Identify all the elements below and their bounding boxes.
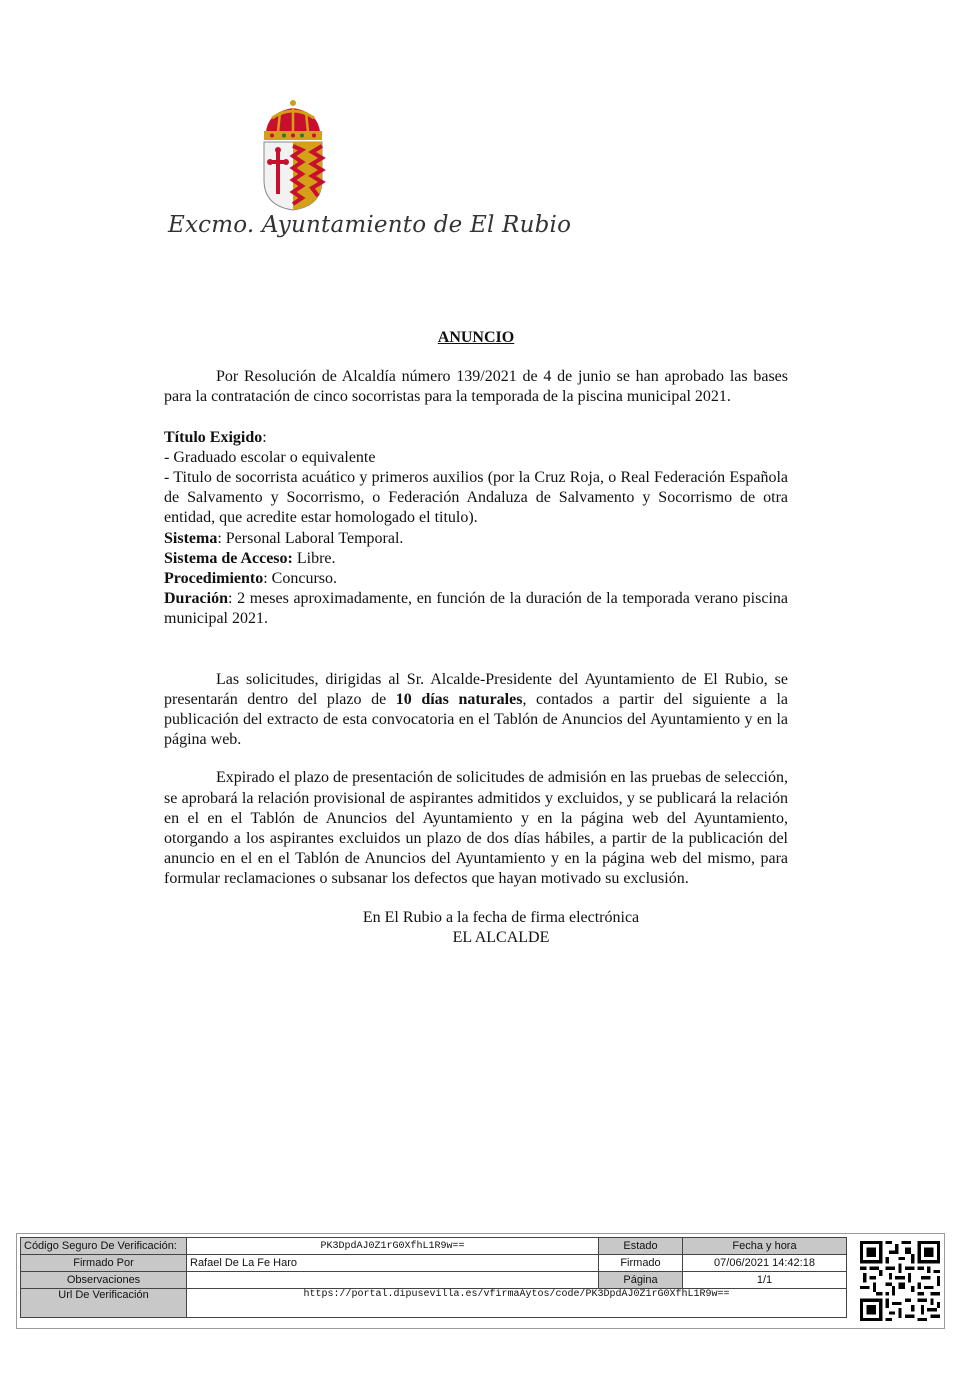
duracion-value: : 2 meses aproximadamente, en función de la duración de la temporada verano piscina municipal 2021. (164, 590, 788, 628)
signature-verification-box (16, 1233, 945, 1329)
titulo-label: Título Exigido (164, 428, 263, 446)
titulo-item-1: - Graduado escolar o equivalente (164, 448, 376, 466)
estado-label: Estado (599, 1238, 683, 1255)
pagina-value: 1/1 (683, 1272, 847, 1289)
sistema-line (164, 529, 788, 549)
closing-signatory: EL ALCALDE (452, 928, 550, 946)
acceso-line (164, 549, 788, 569)
solicitudes-text-a: Las solicitudes, dirigidas al Sr. Alcalde-Presidente del Ayuntamiento de El Rubio, se presentarán dentro del plazo de (164, 670, 788, 708)
municipality-name: Excmo. Ayuntamiento de El Rubio (168, 212, 572, 238)
intro-paragraph: Por Resolución de Alcaldía número 139/2021 de 4 de junio se han aprobado las bases para la contratación de cinco socorristas para la temporada de la piscina municipal 2021. (164, 368, 788, 406)
document-body (164, 328, 788, 948)
firmado-por-value: Rafael De La Fe Haro (187, 1255, 599, 1272)
observaciones-value (187, 1272, 599, 1289)
url-value[interactable]: https://portal.dipusevilla.es/vfirmaAytos/code/PK3DpdAJ0Z1rG0XfhL1R9w== (187, 1289, 847, 1318)
duracion-line (164, 589, 788, 629)
signature-table (20, 1237, 847, 1318)
fecha-label: Fecha y hora (683, 1238, 847, 1255)
acceso-label: Sistema de Acceso: (164, 549, 293, 567)
sistema-value: : Personal Laboral Temporal. (217, 529, 404, 547)
estado-value: Firmado (599, 1255, 683, 1272)
sistema-label: Sistema (164, 529, 218, 547)
solicitudes-deadline: 10 días naturales (395, 690, 523, 708)
observaciones-label: Observaciones (21, 1272, 187, 1289)
qr-code-icon (860, 1241, 940, 1321)
firmado-por-label: Firmado Por (21, 1255, 187, 1272)
solicitudes-paragraph (164, 670, 788, 751)
expirado-paragraph: Expirado el plazo de presentación de solicitudes de admisión en las pruebas de selección, se aprobará la relación provisional de aspirantes admitidos y excluidos, y se publicará la relación en el en el Tablón de Anuncios del Ayuntamiento y en la página web del Ayuntamiento, otorgando a los aspirantes excluidos un plazo de dos días hábiles, a partir de la publicación del anuncio en el en el Tablón de Anuncios del Ayuntamiento y en la página web del mismo, para formular reclamaciones o subsanar los defectos que hayan motivado su exclusión. (164, 769, 788, 888)
pagina-label: Página (599, 1272, 683, 1289)
titulo-item-2: - Titulo de socorrista acuático y primeros auxilios (por la Cruz Roja, o Real Federación Española de Salvamento y Socorrismo, o Federación Andaluza de Salvamento y Socorrismo de otra entidad, que acredite estar homologado el titulo). (164, 469, 788, 527)
duracion-label: Duración (164, 590, 228, 608)
closing-date-line: En El Rubio a la fecha de firma electrónica (362, 908, 640, 926)
procedimiento-value: : Concurso. (263, 570, 338, 588)
fecha-value: 07/06/2021 14:42:18 (683, 1255, 847, 1272)
procedimiento-line (164, 569, 788, 589)
procedimiento-label: Procedimiento (164, 570, 264, 588)
url-label: Url De Verificación (21, 1289, 187, 1318)
document-title: ANUNCIO (437, 329, 515, 346)
solicitudes-text-b: , contados a partir del siguiente a la publicación del extracto de esta convocatoria en el Tablón de Anuncios del Ayuntamiento y en la página web. (164, 690, 789, 749)
csv-label: Código Seguro De Verificación: (21, 1238, 187, 1255)
acceso-value: Libre. (292, 549, 336, 567)
csv-value: PK3DpdAJ0Z1rG0XfhL1R9w== (187, 1238, 599, 1255)
coat-of-arms-logo (258, 98, 328, 213)
titulo-heading: Título Exigido: (164, 428, 267, 446)
